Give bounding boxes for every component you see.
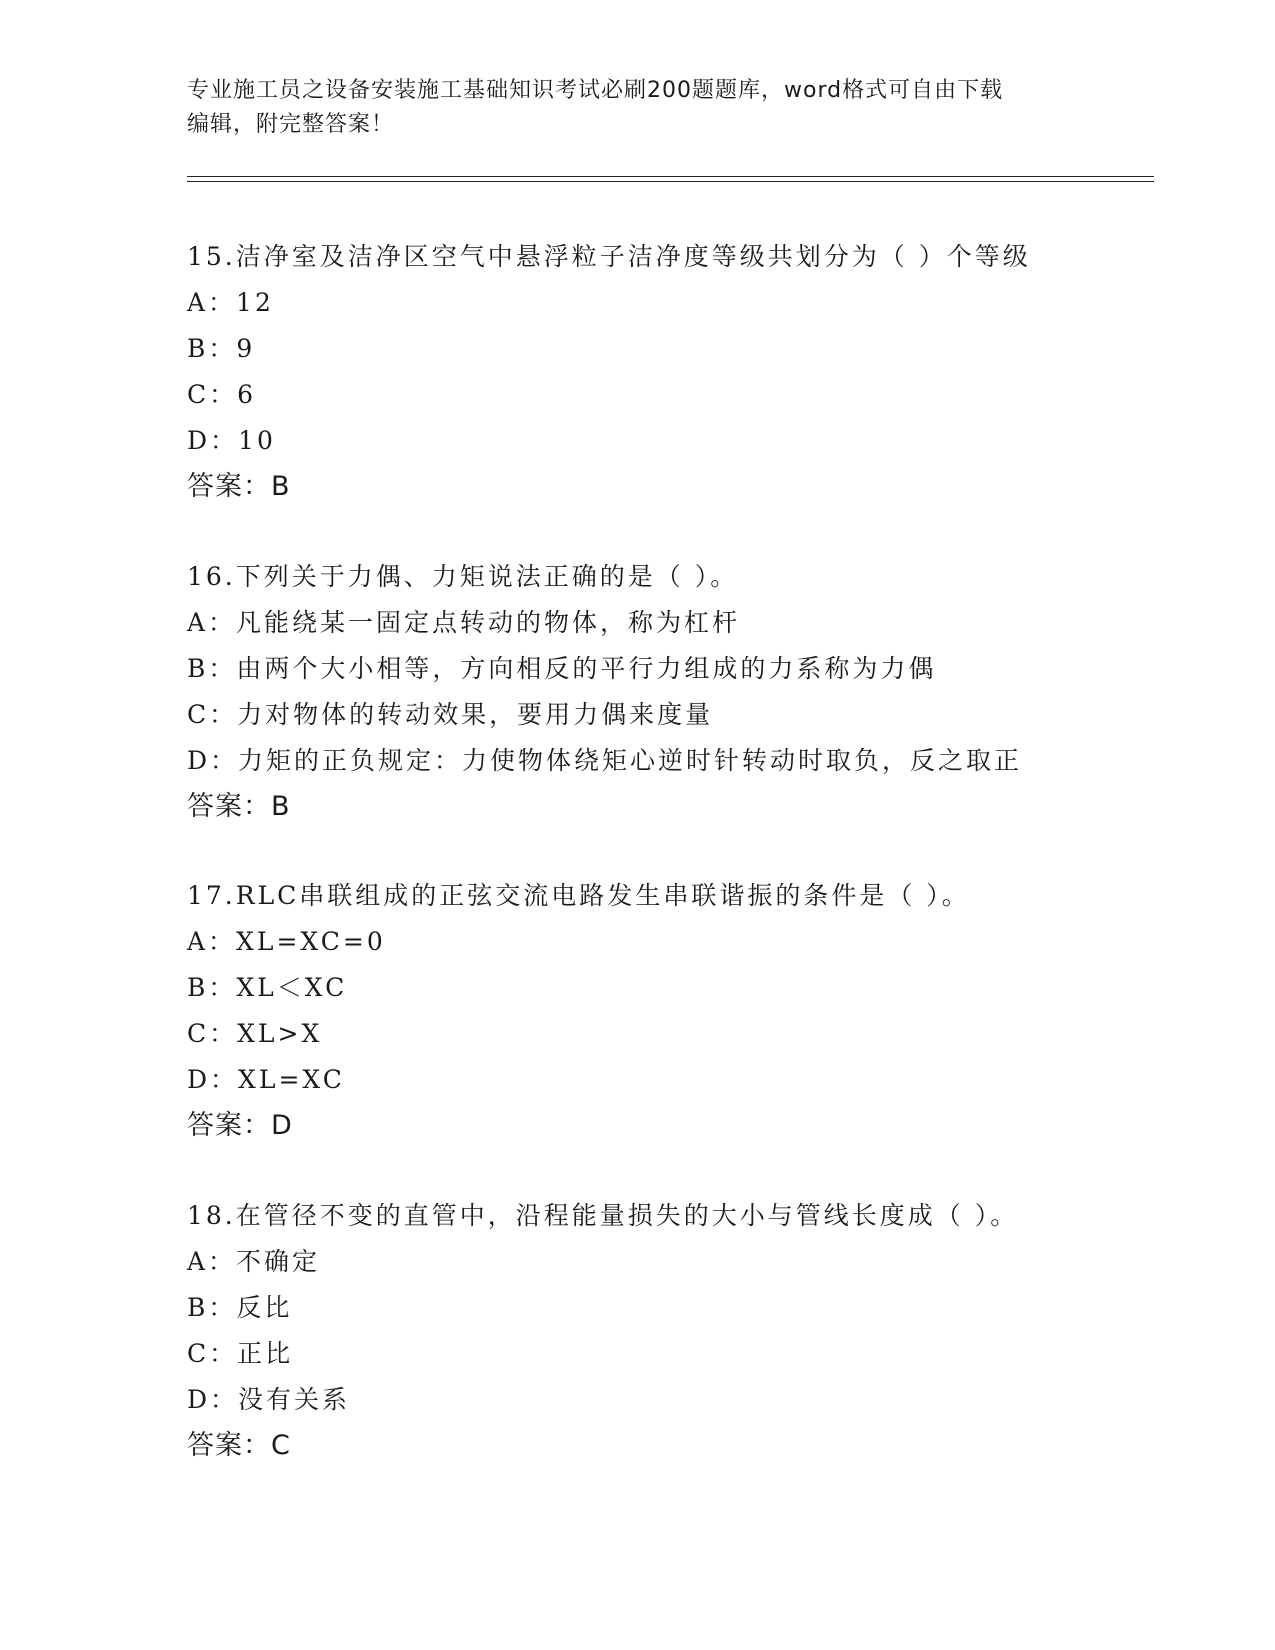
option-a: A：12 [187, 288, 274, 317]
option-d: D：没有关系 [187, 1385, 351, 1414]
option-d: D：10 [187, 426, 276, 455]
option-a: A：凡能绕某一固定点转动的物体，称为杠杆 [187, 608, 741, 637]
option-c: C：6 [187, 380, 257, 409]
question-17 [187, 873, 1167, 1149]
header-divider-bottom [187, 181, 1154, 182]
header-divider-top [187, 176, 1154, 177]
answer-line: 答案：D [187, 1110, 293, 1141]
question-stem: 18.在管径不变的直管中，沿程能量损失的大小与管线长度成（ ）。 [187, 1201, 1019, 1230]
question-16 [187, 554, 1167, 830]
question-stem: 16.下列关于力偶、力矩说法正确的是（ ）。 [187, 562, 739, 591]
header-title-line-1: 专业施工员之设备安装施工基础知识考试必刷200题题库，word格式可自由下载 [187, 78, 1004, 103]
question-stem: 15.洁净室及洁净区空气中悬浮粒子洁净度等级共划分为（ ）个等级 [187, 242, 1031, 271]
header-title-line-2: 编辑，附完整答案！ [187, 112, 395, 137]
option-c: C：XL>X [187, 1019, 323, 1048]
question-stem: 17.RLC串联组成的正弦交流电路发生串联谐振的条件是（ ）。 [187, 881, 970, 910]
option-b: B：由两个大小相等，方向相反的平行力组成的力系称为力偶 [187, 654, 937, 683]
option-b: B：9 [187, 334, 256, 363]
option-c: C：力对物体的转动效果，要用力偶来度量 [187, 700, 714, 729]
answer-line: 答案：B [187, 791, 291, 822]
option-d: D：XL=XC [187, 1065, 345, 1094]
answer-line: 答案：B [187, 471, 291, 502]
option-b: B：XL＜XC [187, 973, 348, 1002]
option-d: D：力矩的正负规定：力使物体绕矩心逆时针转动时取负，反之取正 [187, 746, 1023, 775]
question-18 [187, 1193, 1167, 1469]
document-header [187, 74, 1087, 142]
option-a: A：不确定 [187, 1247, 321, 1276]
option-b: B：反比 [187, 1293, 293, 1322]
option-a: A：XL=XC=0 [187, 927, 386, 956]
answer-line: 答案：C [187, 1430, 291, 1461]
question-15 [187, 234, 1167, 510]
option-c: C：正比 [187, 1339, 294, 1368]
